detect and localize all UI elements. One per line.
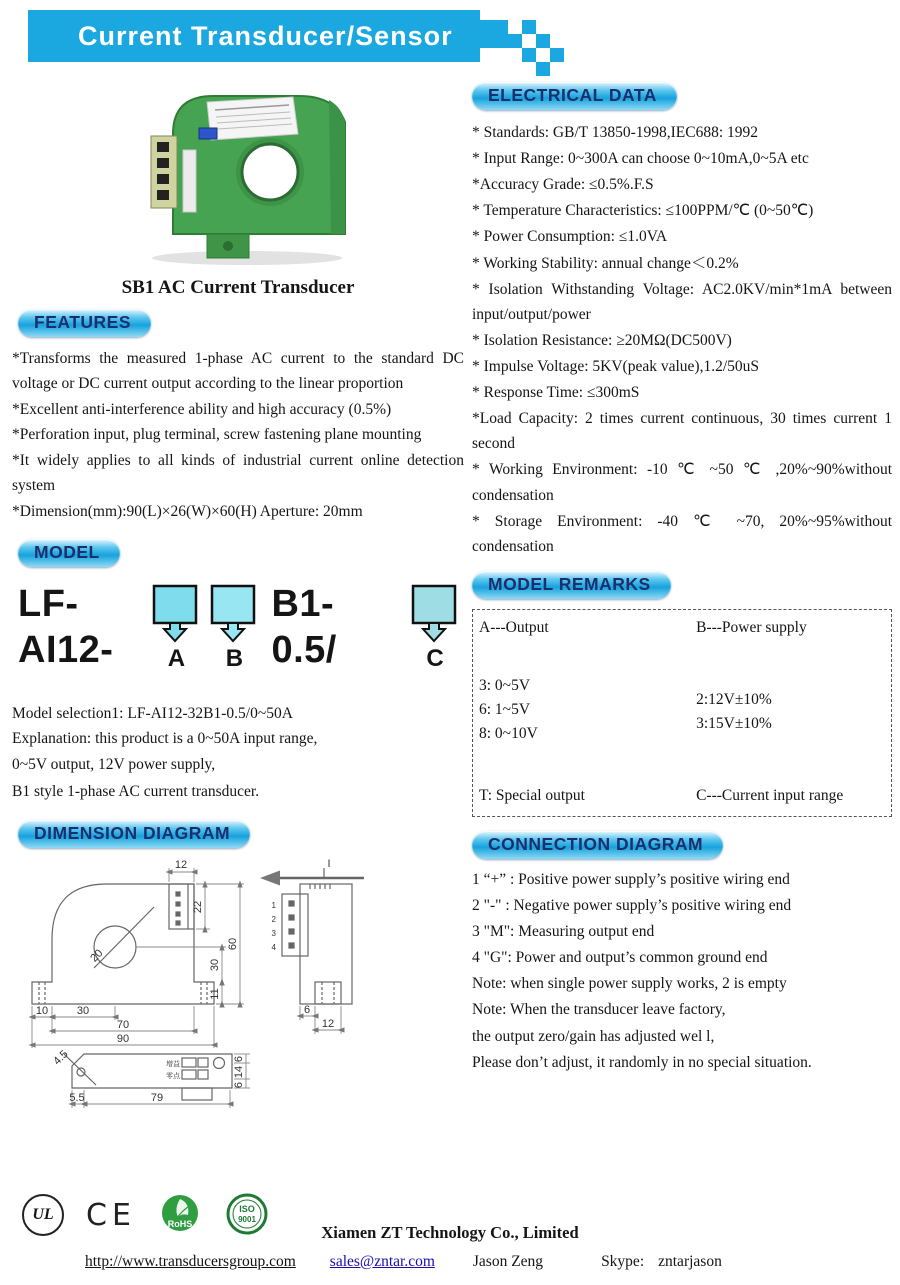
remarks-c-row: C---Current input range xyxy=(696,786,844,804)
connection-item: the output zero/gain has adjusted wel l, xyxy=(472,1027,715,1045)
model-code-line xyxy=(18,581,464,673)
dimension-diagram xyxy=(12,854,462,1116)
section-header-connection: CONNECTION DIAGRAM xyxy=(472,831,723,859)
remarks-a-title: A---Output xyxy=(479,618,549,636)
remarks-t-row: T: Special output xyxy=(479,786,585,804)
electrical-item: * Temperature Characteristics: ≤100PPM/℃ (0~50℃) xyxy=(472,202,814,220)
remarks-b-option: 2:12V±10% xyxy=(696,690,772,708)
model-box-c-icon xyxy=(410,583,460,645)
connection-item: 4 "G": Power and output’s common ground end xyxy=(472,949,768,967)
model-selection: Model selection1: LF-AI12-32B1-0.5/0~50A xyxy=(12,704,293,722)
model-prefix: LF-AI12- xyxy=(18,582,114,671)
section-header-features: FEATURES xyxy=(18,309,151,337)
dim-height: 60 xyxy=(227,937,239,950)
dim-total: 90 xyxy=(116,1032,130,1045)
electrical-item: * Isolation Resistance: ≥20MΩ(DC500V) xyxy=(472,331,732,349)
electrical-item: * Power Consumption: ≤1.0VA xyxy=(472,228,668,246)
ce-certification-icon: CE xyxy=(86,1197,136,1233)
iso9001-certification-icon xyxy=(224,1191,270,1239)
contact-person: Jason Zeng xyxy=(472,1253,544,1270)
product-caption: SB1 AC Current Transducer xyxy=(121,277,355,298)
dim-c1: 30 xyxy=(76,1004,90,1017)
rohs-certification-icon xyxy=(158,1191,202,1239)
dim-mid: 30 xyxy=(209,958,221,971)
side-marker: I xyxy=(327,857,331,870)
dim-c2: 70 xyxy=(116,1018,130,1031)
bottom-r-bot: 6 xyxy=(233,1081,245,1088)
side-pin-1: 1 xyxy=(271,900,276,910)
right-column xyxy=(472,68,892,1076)
feature-item: *Excellent anti-interference ability and high accuracy (0.5%) xyxy=(12,400,392,418)
remarks-b-title: B---Power supply xyxy=(696,618,807,636)
page-title: Current Transducer/Sensor xyxy=(78,21,453,51)
footer xyxy=(0,1191,900,1271)
electrical-item: *Load Capacity: 2 times current continuous, 30 times current 1 second xyxy=(472,410,892,453)
model-box-a-icon xyxy=(151,583,201,645)
side-pin-4: 4 xyxy=(271,942,276,952)
remarks-a-option: 3: 0~5V xyxy=(479,676,531,694)
side-w1: 6 xyxy=(303,1003,311,1016)
iso-text: ISO xyxy=(239,1204,255,1214)
model-option-b xyxy=(209,583,259,673)
company-name: Xiamen ZT Technology Co., Limited xyxy=(321,1223,579,1242)
electrical-item: * Storage Environment: -40 ℃ ~70, 20%~95%without condensation xyxy=(472,512,892,555)
website-link[interactable]: http://www.transducersgroup.com xyxy=(85,1253,296,1270)
banner-row xyxy=(28,10,900,68)
connection-item: Please don’t adjust, it randomly in no special situation. xyxy=(472,1053,812,1071)
remarks-b-option: 3:15V±10% xyxy=(696,714,772,732)
dim-foot-left: 10 xyxy=(35,1004,49,1017)
dim-conn-height: 22 xyxy=(192,900,204,913)
left-column xyxy=(12,68,464,1121)
side-pin-3: 3 xyxy=(271,928,276,938)
electrical-item: * Working Environment: -10 ℃ ~50 ℃ ,20%~90%without condensation xyxy=(472,461,892,504)
model-label-c: C xyxy=(426,644,444,672)
skype-label: Skype: xyxy=(601,1253,645,1270)
bottom-left: 5.5 xyxy=(69,1091,85,1104)
connection-item: 3 "M": Measuring output end xyxy=(472,923,655,941)
section-header-electrical: ELECTRICAL DATA xyxy=(472,82,677,110)
contact-row xyxy=(85,1253,900,1271)
model-remarks-table xyxy=(472,609,892,817)
electrical-item: * Input Range: 0~300A can choose 0~10mA,0~5A etc xyxy=(472,150,809,168)
model-label-b: B xyxy=(225,644,244,672)
feature-item: *It widely applies to all kinds of industrial current online detection system xyxy=(12,452,464,494)
banner xyxy=(28,10,480,62)
model-option-c xyxy=(410,583,460,673)
email-link[interactable]: sales@zntar.com xyxy=(329,1253,435,1270)
section-header-dimension: DIMENSION DIAGRAM xyxy=(18,820,250,848)
connection-item: 1 “+” : Positive power supply’s positive wiring end xyxy=(472,870,790,888)
electrical-item: * Standards: GB/T 13850-1998,IEC688: 1992 xyxy=(472,124,759,141)
skype-id: zntarjason xyxy=(658,1253,722,1270)
section-header-model: MODEL xyxy=(18,539,120,567)
rohs-text: RoHS xyxy=(167,1219,193,1229)
model-option-a xyxy=(151,583,201,673)
remarks-a-option: 8: 0~10V xyxy=(479,724,538,742)
side-pin-2: 2 xyxy=(271,914,276,924)
electrical-item: * Impulse Voltage: 5KV(peak value),1.2/50uS xyxy=(472,357,759,375)
electrical-item: * Response Time: ≤300mS xyxy=(472,384,640,402)
bottom-length: 79 xyxy=(150,1091,164,1104)
bottom-notch: 4.5 xyxy=(51,1047,71,1068)
dim-hole: 20 xyxy=(88,947,106,965)
electrical-item: * Isolation Withstanding Voltage: AC2.0KV/min*1mA between input/output/power xyxy=(472,280,892,323)
model-box-b-icon xyxy=(209,583,259,645)
electrical-item: * Working Stability: annual change＜0.2% xyxy=(472,254,739,272)
bottom-zero-label: 零点 xyxy=(166,1072,180,1080)
remarks-b-options xyxy=(696,688,881,784)
remarks-a-option: 6: 1~5V xyxy=(479,700,531,718)
ul-certification-icon xyxy=(22,1194,64,1236)
remarks-a-options xyxy=(479,674,696,784)
connection-item: Note: when single power supply works, 2 is empty xyxy=(472,975,787,993)
model-explanation: 0~5V output, 12V power supply, xyxy=(12,756,216,774)
dim-conn-width: 12 xyxy=(174,858,188,871)
model-label-a: A xyxy=(167,644,186,672)
section-header-remarks: MODEL REMARKS xyxy=(472,571,671,599)
connection-item: Note: When the transducer leave factory, xyxy=(472,1001,726,1019)
feature-item: *Dimension(mm):90(L)×26(W)×60(H) Aperture: 20mm xyxy=(12,502,363,520)
certification-icons xyxy=(22,1191,270,1239)
bottom-r-mid: 14 xyxy=(233,1065,245,1078)
bottom-gain-label: 增益 xyxy=(166,1060,180,1068)
iso-number-text: 9001 xyxy=(238,1215,256,1224)
ul-text: UL xyxy=(32,1206,54,1223)
feature-item: *Perforation input, plug terminal, screw fastening plane mounting xyxy=(12,426,422,444)
side-w2: 12 xyxy=(321,1017,335,1030)
model-explanation: Explanation: this product is a 0~50A input range, xyxy=(12,729,318,747)
connection-item: 2 "-" : Negative power supply’s positive wiring end xyxy=(472,896,792,914)
electrical-item: *Accuracy Grade: ≤0.5%.F.S xyxy=(472,176,654,194)
banner-checker-decoration xyxy=(480,18,590,82)
model-mid: B1-0.5/ xyxy=(271,582,337,671)
bottom-r-top: 6 xyxy=(233,1055,245,1062)
dim-foot-height: 11 xyxy=(209,987,221,1000)
feature-item: *Transforms the measured 1-phase AC current to the standard DC voltage or DC current output according to the linear proportion xyxy=(12,350,464,392)
product-photo xyxy=(107,72,369,268)
model-explanation: B1 style 1-phase AC current transducer. xyxy=(12,782,260,800)
